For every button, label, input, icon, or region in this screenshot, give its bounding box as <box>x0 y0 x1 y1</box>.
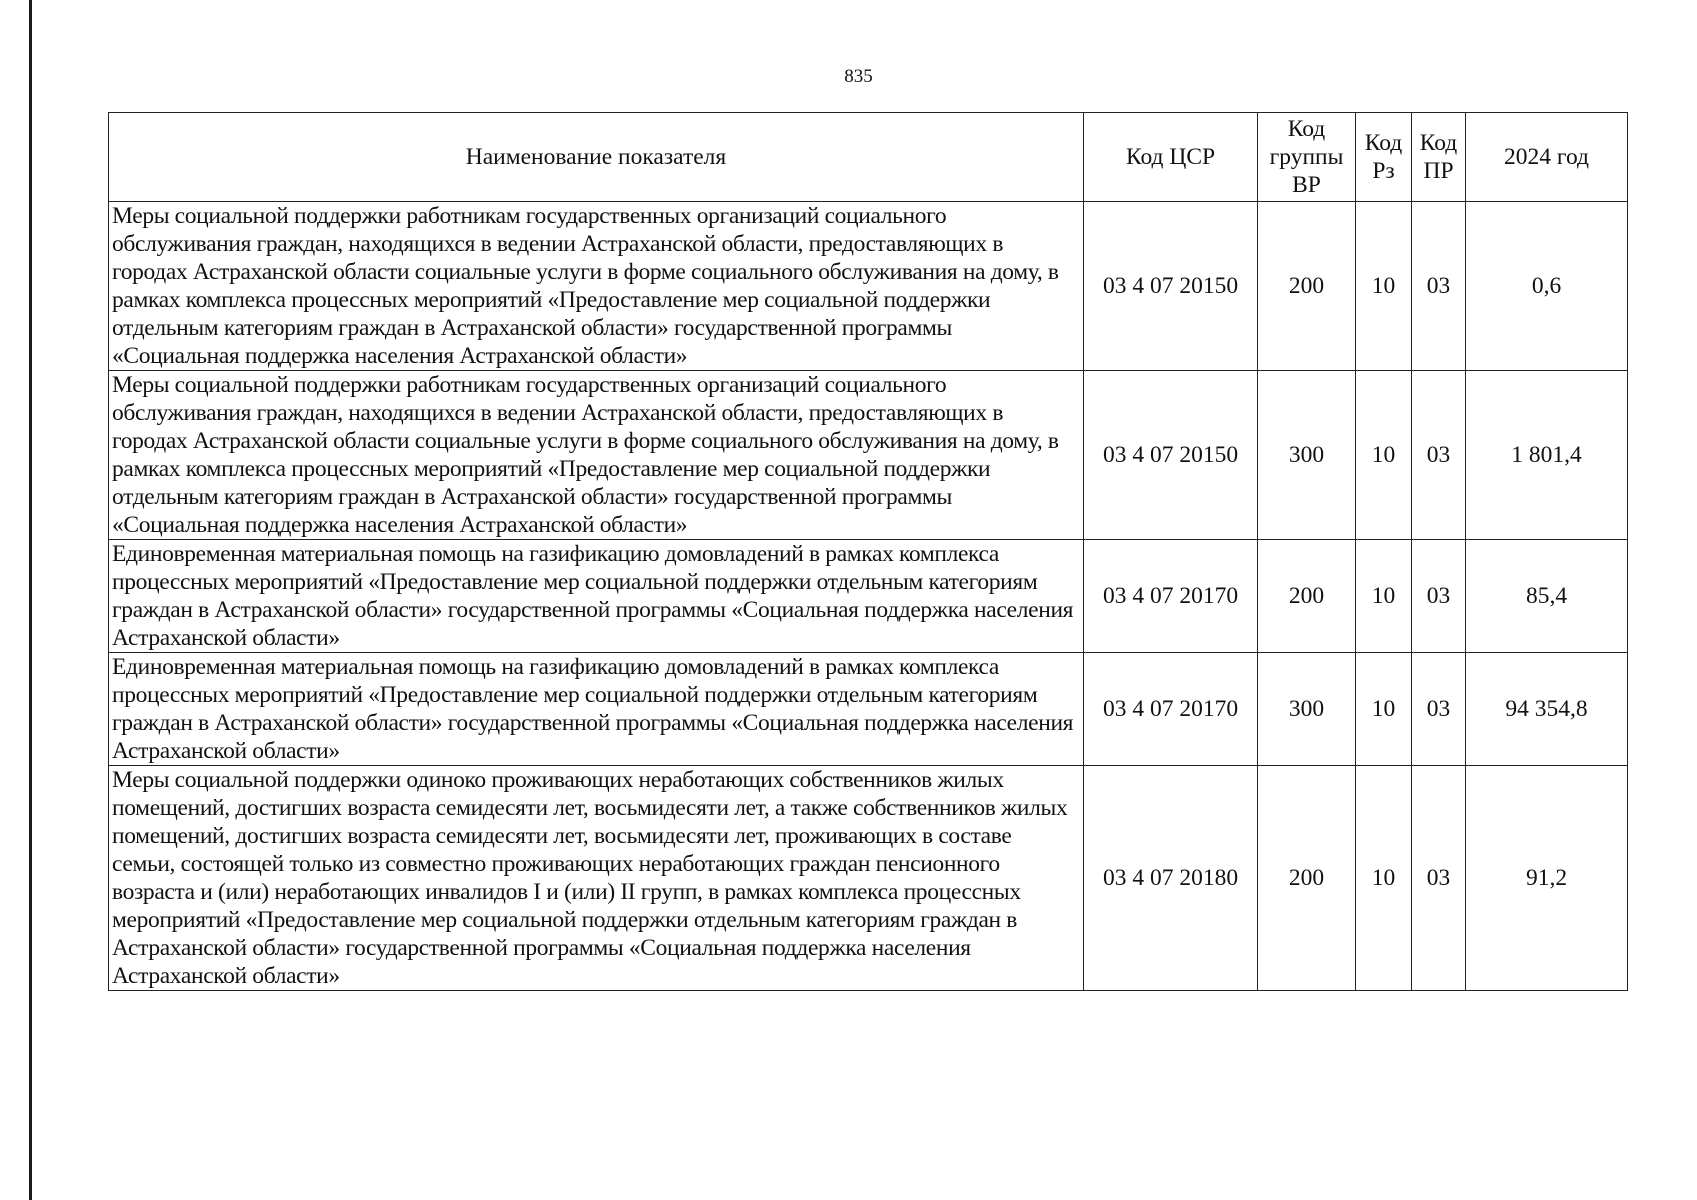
table-row <box>109 202 1628 371</box>
cell-vr: 300 <box>1258 371 1356 540</box>
cell-pr: 03 <box>1412 371 1466 540</box>
cell-amount: 0,6 <box>1466 202 1628 371</box>
cell-csr: 03 4 07 20180 <box>1084 766 1258 991</box>
cell-rz: 10 <box>1356 653 1412 766</box>
cell-vr: 200 <box>1258 540 1356 653</box>
cell-rz: 10 <box>1356 766 1412 991</box>
cell-amount: 85,4 <box>1466 540 1628 653</box>
cell-vr: 200 <box>1258 766 1356 991</box>
cell-amount: 1 801,4 <box>1466 371 1628 540</box>
cell-name: Единовременная материальная помощь на газификацию домовладений в рамках комплекса процессных мероприятий «Предоставление мер социальной поддержки отдельным категориям граждан в Астраханской области» государственной программы «Социальная поддержка населения Астраханской области» <box>109 540 1084 653</box>
table-row <box>109 653 1628 766</box>
page-number: 835 <box>844 66 873 87</box>
cell-rz: 10 <box>1356 202 1412 371</box>
cell-rz: 10 <box>1356 371 1412 540</box>
cell-pr: 03 <box>1412 653 1466 766</box>
cell-name: Меры социальной поддержки одиноко проживающих неработающих собственников жилых помещений, достигших возраста семидесяти лет, восьмидесяти лет, а также собственников жилых помещений, достигших возраста семидесяти лет, восьмидесяти лет, проживающих в составе семьи, состоящей только из совместно проживающих неработающих граждан пенсионного возраста и (или) неработающих инвалидов I и (или) II групп, в рамках комплекса процессных мероприятий «Предоставление мер социальной поддержки отдельным категориям граждан в Астраханской области» государственной программы «Социальная поддержка населения Астраханской области» <box>109 766 1084 991</box>
cell-pr: 03 <box>1412 540 1466 653</box>
cell-name: Меры социальной поддержки работникам государственных организаций социального обслуживания граждан, находящихся в ведении Астраханской области, предоставляющих в городах Астраханской области социальные услуги в форме социального обслуживания на дому, в рамках комплекса процессных мероприятий «Предоставление мер социальной поддержки отдельным категориям граждан в Астраханской области» государственной программы «Социальная поддержка населения Астраханской области» <box>109 371 1084 540</box>
cell-vr: 300 <box>1258 653 1356 766</box>
cell-rz: 10 <box>1356 540 1412 653</box>
cell-pr: 03 <box>1412 202 1466 371</box>
cell-name: Единовременная материальная помощь на газификацию домовладений в рамках комплекса процессных мероприятий «Предоставление мер социальной поддержки отдельным категориям граждан в Астраханской области» государственной программы «Социальная поддержка населения Астраханской области» <box>109 653 1084 766</box>
header-pr: Код ПР <box>1412 113 1466 202</box>
cell-csr: 03 4 07 20170 <box>1084 653 1258 766</box>
cell-csr: 03 4 07 20150 <box>1084 371 1258 540</box>
header-vr: Код группы ВР <box>1258 113 1356 202</box>
table-row <box>109 371 1628 540</box>
cell-amount: 94 354,8 <box>1466 653 1628 766</box>
cell-amount: 91,2 <box>1466 766 1628 991</box>
cell-name: Меры социальной поддержки работникам государственных организаций социального обслуживания граждан, находящихся в ведении Астраханской области, предоставляющих в городах Астраханской области социальные услуги в форме социального обслуживания на дому, в рамках комплекса процессных мероприятий «Предоставление мер социальной поддержки отдельным категориям граждан в Астраханской области» государственной программы «Социальная поддержка населения Астраханской области» <box>109 202 1084 371</box>
header-year: 2024 год <box>1466 113 1628 202</box>
header-csr: Код ЦСР <box>1084 113 1258 202</box>
cell-csr: 03 4 07 20150 <box>1084 202 1258 371</box>
table-header-row <box>109 113 1628 202</box>
cell-csr: 03 4 07 20170 <box>1084 540 1258 653</box>
cell-pr: 03 <box>1412 766 1466 991</box>
binding-line <box>29 0 32 1200</box>
cell-vr: 200 <box>1258 202 1356 371</box>
table-row <box>109 766 1628 991</box>
budget-table <box>108 112 1628 991</box>
header-rz: Код Рз <box>1356 113 1412 202</box>
header-name: Наименование показателя <box>109 113 1084 202</box>
table-row <box>109 540 1628 653</box>
